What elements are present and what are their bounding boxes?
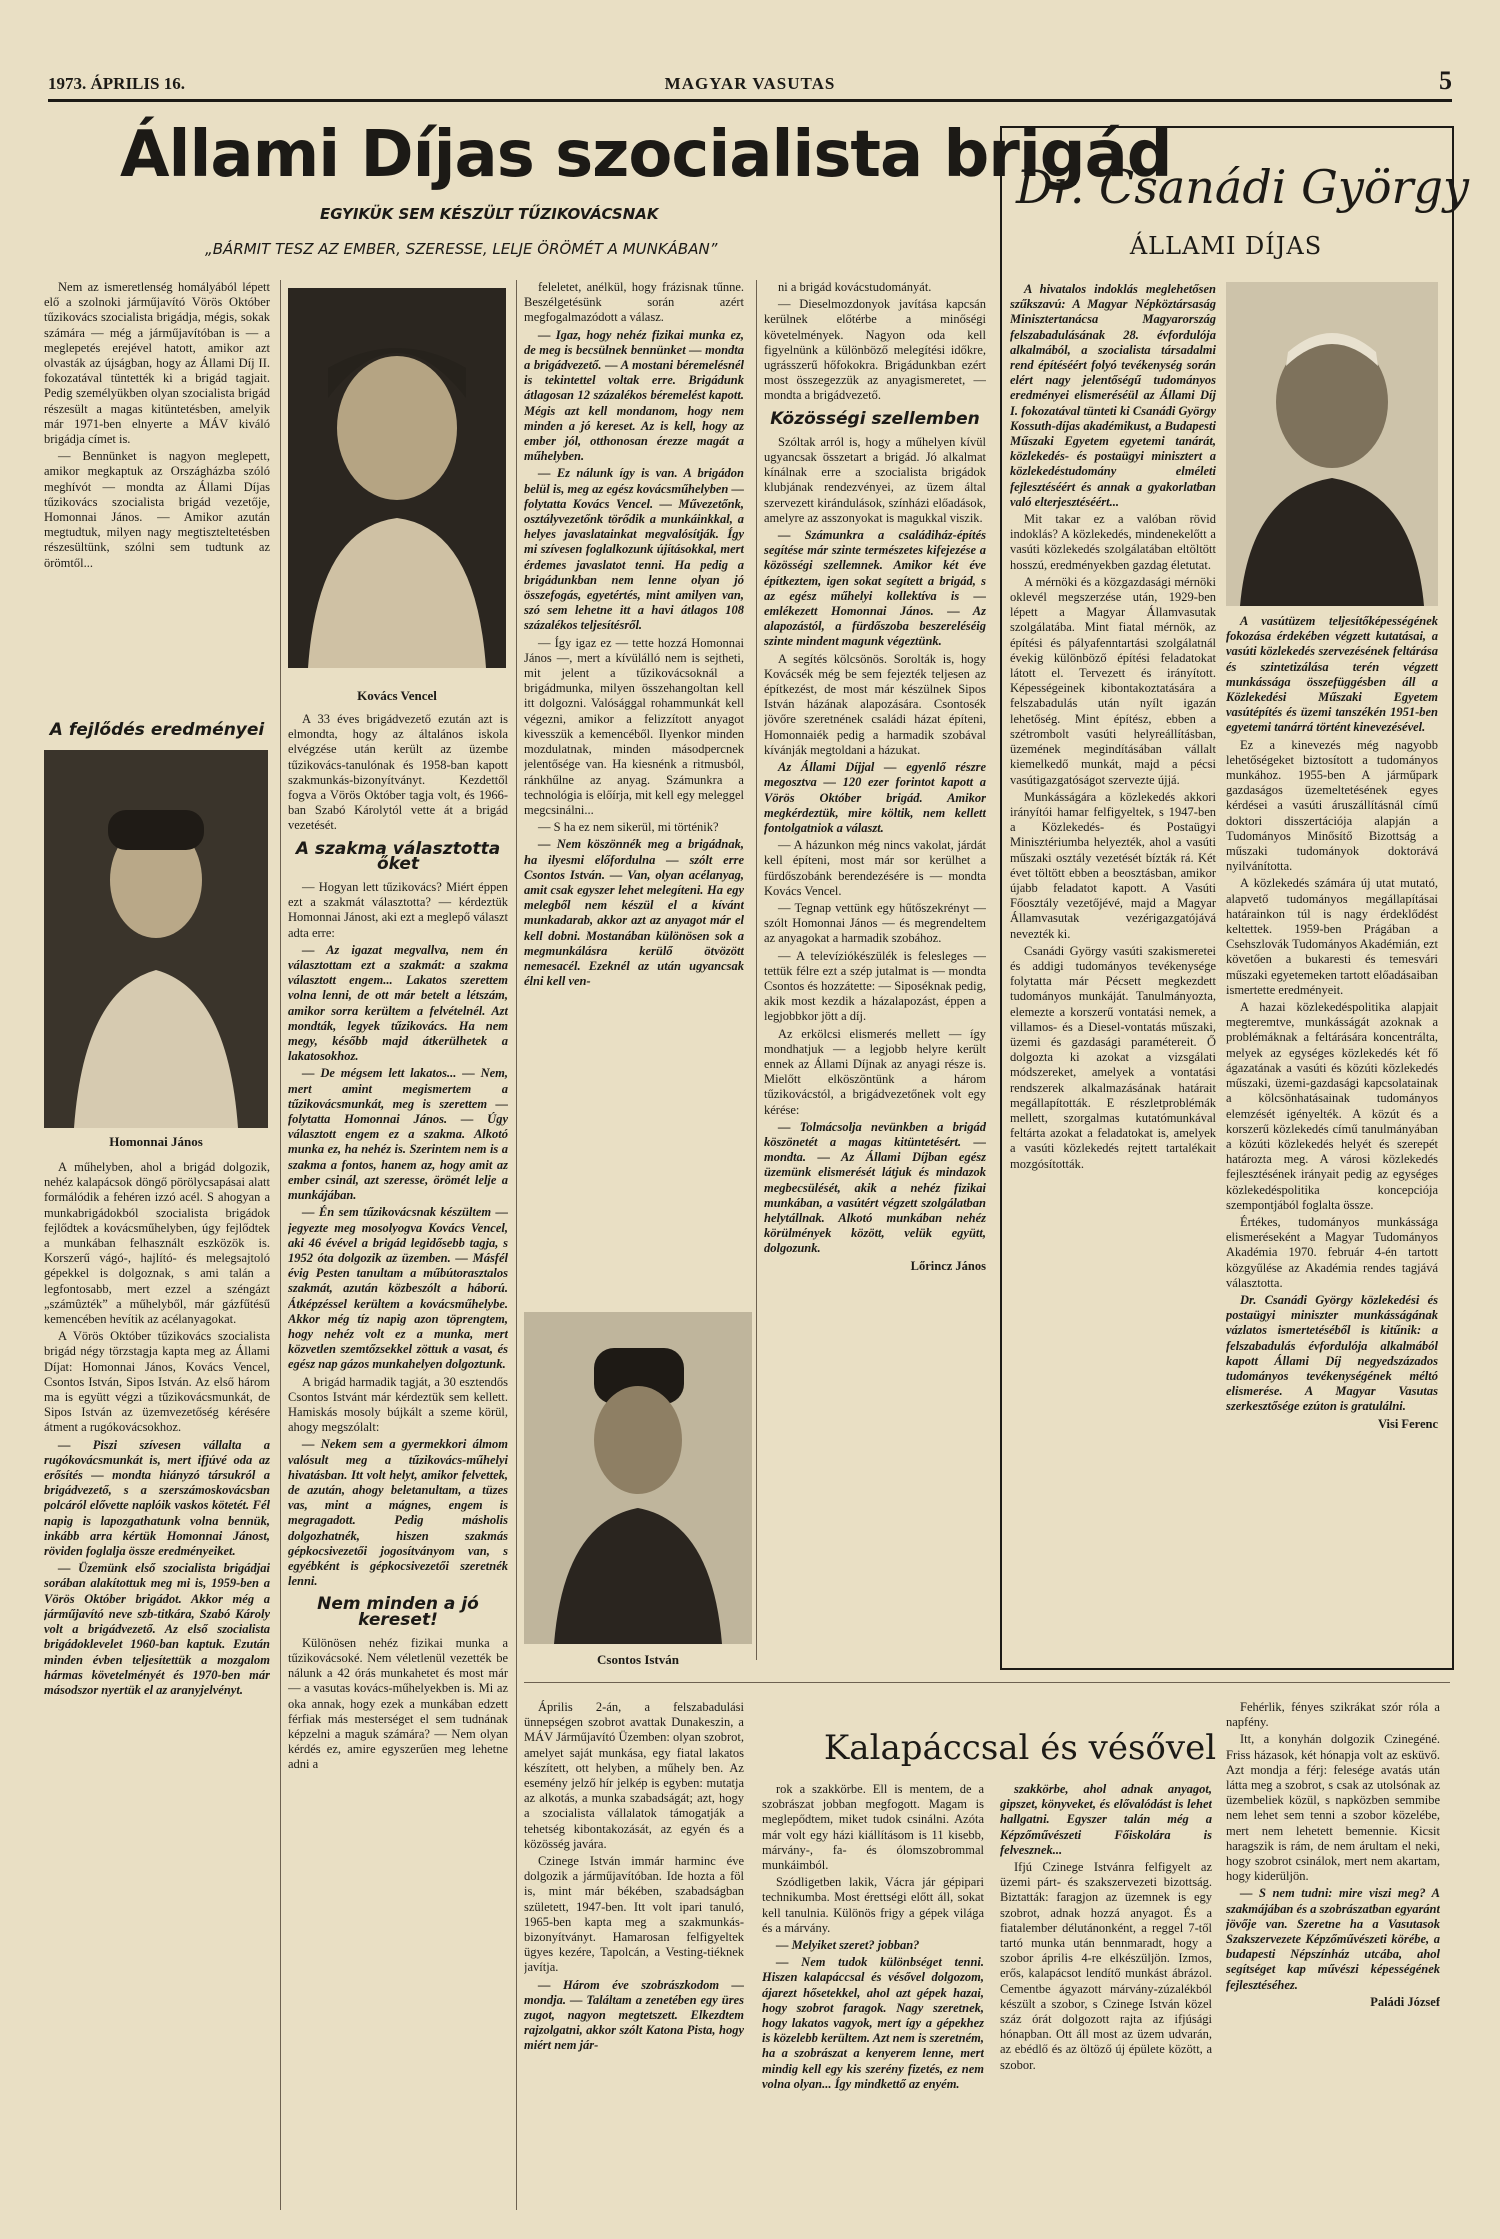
paragraph: Dr. Csanádi György közlekedési és postaügyi miniszter munkásságának vázlatos ismertetéséből is kitűnik: a felszabadulás évfordulója alkalmából kapott Állami Díj negyedszázados tudományos tevékenységének méltó elismerése. A Magyar Vasutas szerkesztősége ezúton is gratulálni. xyxy=(1226,1292,1438,1414)
intro-paragraph: Nem az ismeretlenség homályából lépett elő a szolnoki járműjavító Vörös Október tűzikovács szocialista brigádja, mégis, sokak számára — még a járműjavítóban is — a meglepetés erejével hatott, amikor azt olvasták az újságban, hogy az Állami Díj II. fokozatával tüntették ki a brigád tagjait. Pedig személyükben olyan szocialista brigád részesült a magas kitüntetésben, amelyik már 1971-ben elnyerte a MÁV kiváló brigádja címet is. xyxy=(44,280,270,447)
paragraph: Itt, a konyhán dolgozik Czinegéné. Friss házasok, két hónapja volt az esküvő. Azt mondja a férj: felesége avatás után látta meg a szobrot, s csak az utolsónak az üzembeliek közül, s napközben semmibe nem lehet sem tenni a szobor közelébe, mert nem lehetett bemennie. Kicsit haragszik is rám, de nem árultam el neki, hogy szobrot csinálok, mert nem akartam, hogy kiderüljön. xyxy=(1226,1732,1440,1884)
paragraph: — Nem tudok különbséget tenni. Hiszen kalapáccsal és vésővel dolgozom, ájarezt hősetekkel, ahol azt gépek hazai, hogy szobrot faragok. Nagy szeretnek, hogy lakatos vagyok, mert így a gépekhez is közelebb kerültem. Azt nem is szeretném, ha a szobrászat a kenyerem lenne, mert mindig kell egy kis szerény fizetés, ez nem volna olyan... Így mindkettő az enyém. xyxy=(762,1955,984,2091)
paragraph: Szódligetben lakik, Vácra jár gépipari technikumba. Most érettségi előtt áll, sokat kell tanulnia. Különös frigy a gépek világa és a márvány. xyxy=(762,1875,984,1935)
article-signature: Lőrincz János xyxy=(910,1258,986,1273)
caption-homonnai: Homonnai János xyxy=(109,1134,203,1149)
header-paper-title: MAGYAR VASUTAS xyxy=(664,74,836,93)
sidebar-name: Dr. Csanádi György xyxy=(1016,160,1469,214)
section-heading-kozossegi: Közösségi szellemben xyxy=(770,408,980,429)
paragraph: — Én sem tűzikovácsnak készültem — jegyezte meg mosolyogva Kovács Vencel, aki 46 évével a brigád legidősebb tagja, s 1952 óta dolgozik az üzemben. — Másfél évig Pesten tanultam a műbútorasztalos szakmát, azután közbeszólt a háború. Átképzéssel kerültem a kovácsműhelybe. Akkor még tíz napig azon töprengtem, hogy nehéz volt ez a munka, mert közvetlen szemtőzsekkel zöttuk a vasat, és egész nap gázos munkahelyen dolgoztunk. xyxy=(288,1205,508,1372)
paragraph: — Igaz, hogy nehéz fizikai munka ez, de meg is becsülnek bennünket — mondta a brigádvezető. — A mostani béremelésnél is tekintettel voltak erre. Brigádunk átlagosan 12 százalékos béremelést kapott. Mégis azt kell mondanom, hogy nem minden a jó kereset. Az is kell, hogy az ember jól, otthonosan érezze magát a műhelyben. xyxy=(524,327,744,464)
paragraph: A vasútüzem teljesítőképességének fokozása érdekében végzett kutatásai, a vasúti közlekedés szervezésének feltárása és szintetizálása terén végzett munkássága összefüggésben áll a Közlekedési Műszaki Egyetem vasútépítés és üzemi tanszékén 1951-ben egyetemi tanárrá történt kinevezésével. xyxy=(1226,614,1438,735)
section-heading-kereset: Nem minden a jó kereset! xyxy=(317,1594,479,1630)
header-page-number: 5 xyxy=(1439,66,1452,95)
paragraph: Különösen nehéz fizikai munka a tűzikovácsoké. Nem véletlenül vezették be nálunk a 42 órás munkahetet és most már — a vasutas kovács-műhelyekben is. Mi az oka annak, hogy ezek a munkában edzett férfiak más mesterséget el sem tudnának képzelni a maguk számára? — Nem olyan kérdés ez, amire egyszerűen meg lehetne adni a xyxy=(288,1635,508,1772)
column-divider xyxy=(280,280,281,2210)
paragraph: — Hogyan lett tűzikovács? Miért éppen ezt a szakmát választotta? — kérdeztük Homonnai Jánost, aki ezt a meglepő választ adta erre: xyxy=(288,880,508,940)
photo-csanadi xyxy=(1226,282,1438,606)
column-divider xyxy=(756,280,757,1660)
paragraph: — De mégsem lett lakatos... — Nem, mert amint megismertem a tűzikovácsmunkát, meg is szerettem — folytatta Homonnai János. — Úgy választott engem ez a szakma. Alkotó munka ez, ha nehéz is. Szerintem nem is a szakma a fontos, hanem az, hogy amit az ember csinál, azt szeresse, örömét lelje a munkájában. xyxy=(288,1066,508,1203)
header-date: 1973. ÁPRILIS 16. xyxy=(48,74,185,93)
caption-kovacs: Kovács Vencel xyxy=(357,688,437,703)
kalapacs-title: Kalapáccsal és vésővel xyxy=(823,1728,1217,1768)
paragraph: — S ha ez nem sikerül, mi történik? xyxy=(538,820,719,835)
kalapacs-column-3 xyxy=(1000,1782,1212,2212)
paragraph: — Az igazat megvallva, nem én választottam ezt a szakmát: a szakma választott engem... Lakatos szerettem volna lenni, de ott már betelt a létszám, amikor sorra kerültem a felvételnél. Azt mondták, legyek tűzikovács. Ha nem megy, később majd átkerülhetek a lakatosokhoz. xyxy=(288,942,508,1064)
article-column-4 xyxy=(764,280,986,1656)
article-column-2 xyxy=(288,712,508,2212)
paragraph: A mérnöki és a közgazdasági mérnöki oklevél megszerzése után, 1929-ben lépett a Magyar Államvasutak szolgálatába. Mint fiatal mérnök, az építési és pályafenntartási szolgálatnál évekig különböző építési feladatokat látott el. Tervezett és irányított. Képességeinek kibontakoztatására a felszabadulás után nyílt igazán lehetőség. Mint építész, ebben a szétrombolt vasúti helyreállításban, üzemének megindításában vállalt kiemelkedő munkát, majd a pécsi vasútigazgatóságot szervezte újjá. xyxy=(1010,574,1216,787)
paragraph: A hazai közlekedéspolitika alapjait megteremtve, munkásságát azoknak a problémáknak a feltárására koncentrálta, melyek az egységes közlekedés két fő ágazatának a vasúti és közúti közlekedés műszaki, üzemi-gazdasági kapcsolatainak a kölcsönhatásainak tudományos elemzését igényelték. A közút és a korszerű közlekedés című tanulmányában a közúti közlekedés helyét és szerepét határozta meg. A városi közlekedés fejlesztésének irányait pedig az egységes közlekedéspolitika koncepciója szempontjából foglalta össze. xyxy=(1226,1000,1438,1212)
article-subtitle: EGYIKÜK SEM KÉSZÜLT TŰZIKOVÁCSNAK xyxy=(320,205,659,223)
article-column-3 xyxy=(524,280,744,1310)
photo-homonnai xyxy=(44,750,268,1128)
paragraph: — Üzemünk első szocialista brigádjai sorában alakítottuk meg mi is, 1959-ben a Vörös Október brigádot. Akkor még a járműjavító neve szb-titkára, Szabó Károly volt a brigádvezető. Az első szocialista brigádoklevelet 1960-ban kaptuk. Ezután minden évben teljesítettük a mozgalom hármas követelményét és 1970-ben már másodszor nyertük el az aranyjelvényt. xyxy=(44,1561,270,1697)
paragraph: Az erkölcsi elismerés mellett — így mondhatjuk — a legjobb helyre került ennek az Állami Díjnak az anyagi része is. Mielőtt elköszöntünk a három tűzikovácstól, a brigádvezetőnek volt egy kérése: xyxy=(764,1026,986,1117)
paragraph: — Ez nálunk így is van. A brigádon belül is, meg az egész kovácsműhelyben — folytatta Kovács Vencel. — Művezetőnk, osztályvezetőnk törődik a munkáinkkal, a helyes javaslatainkat megvalósítják. Így mi szívesen foglalkozunk újításokkal, mert érdemes javaslatot tenni. Ha pedig a brigádunkban nem lenne olyan jó összefogás, egyetértés, mint amilyen van, szó sem lehetne itt a havi átlagos 108 százalékos teljesítésről. xyxy=(524,466,744,633)
paragraph: rok a szakkörbe. Ell is mentem, de a szobrászat jobban megfogott. Magam is meglepődtem, miket tudok csinálni. Azóta már volt egy házi kiállításom is 11 kisebb, márvány-, fa- és ólomszobrommal munkáimból. xyxy=(762,1782,984,1873)
paragraph: Mit takar ez a valóban rövid indoklás? A közlekedés, mindenekelőtt a vasúti közlekedés szolgálatában eltöltött hosszú, eredményekben gazdag életutat. xyxy=(1010,512,1216,572)
paragraph: Ifjú Czinege Istvánra felfigyelt az üzemi párt- és szakszervezeti bizottság. Biztatták: faragjon az üzemnek is egy szobrot, adnak hozzá anyagot. És a fiatalember délutánonként, a reggel 7-től tartó munka után bennmaradt, hogy a szobor április 4-re elkészüljön. Izmos, erős, kalapácsot lendítő munkást ábrázol. Cementbe ágyazott márvány-zúzalékból készült a szobor, s Czinege István közel száz órát dolgozott rajta az ifjúsági hónapban. Ott áll most az üzem udvarán, az ebédlő és az öltöző új épülete között, a szobor. xyxy=(1000,1860,1212,2072)
paragraph: — Így igaz ez — tette hozzá Homonnai János —, mert a kívülálló nem is sejtheti, mit jelent a tűzikovácsoknál a brigádmunka, milyen összehangoltan kell itt dolgozni. Valósággal rohammunkát kell végezni, amikor a felizzított anyagot kivesszük a kemencéből. Ilyenkor minden mozdulatnak, minden másodpercnek jelentősége van. Ha kiesnénk a ritmusból, ránkhűlne az anyag. Számunkra a technológia is előírja, mit kell egy meleggel megcsinálni... xyxy=(524,635,744,817)
paragraph: szakkörbe, ahol adnak anyagot, gipszet, könyveket, és elővalódást is lehet hallgatni. Egyszer talán még a Képzőművészeti Főiskolára is felvesznek... xyxy=(1000,1782,1212,1857)
paragraph: Az Állami Díjjal — egyenlő részre megosztva — 120 ezer forintot kapott a Vörös Október brigád. Amikor megkérdeztük, mire költik, nem kellett fontolgatniok a választ. xyxy=(764,760,986,835)
paragraph: — A házunkon még nincs vakolat, járdát kell építeni, most már sor kerülhet a fürdőszobánk berendezésére is — mondta Kovács Vencel. xyxy=(764,838,986,898)
kalapacs-column-4 xyxy=(1226,1700,1440,2212)
section-heading-szakma: A szakma választotta őket xyxy=(295,838,501,874)
paragraph: — Nekem sem a gyermekkori álmom valósult meg a tűzikovács-műhelyi hivatásban. Itt volt helyt, amikor felvettek, de azután, ahogy beletanultam, a tüzes vas, mint a mágnes, engem is megragadott. Pedig másholis dolgozhatnék, hiszen szakmás gépkocsivezetői jogosítványom van, s egyébként is gépkocsivezetői szeretnék lenni. xyxy=(288,1437,508,1589)
paragraph: — Piszi szívesen vállalta a rugókovácsmunkát is, mert ifjúvé oda az erősítés — mondta hiányzó társukról a brigádvezető, s a szerszámoskovácsban polcáról elővette naplóik vaskos kötetét. Fél napig is lapozgathatunk volna bennük, inkább arra kértük Homonnai Jánost, röviden foglalja össze eredményeiket. xyxy=(44,1437,270,1559)
header-rule xyxy=(48,99,1452,102)
section-rule xyxy=(524,1682,1450,1683)
paragraph: Csanádi György vasúti szakismeretei és addigi tudományos tevékenysége folytatta már Pécsett megkezdett tudományos munkáját. Tanulmányozta, elemezte a korszerű vontatási nemek, a villamos- és a Diesel-vontatás műszaki, üzemi és gazdasági paramétereit. Ő dolgozta ki azokat a vizsgálati módszereket, amelyek a vontatási rendszerek alkalmazásának határait megállapították. E részletproblémák mellett, szorgalmas kutatómunkával feltárta azokat a feladatokat is, amelyek a vasúti közlekedés rejtett tartalékait mozgósították. xyxy=(1010,943,1216,1171)
page-header xyxy=(48,66,1452,98)
sidebar-signature: Visi Ferenc xyxy=(1377,1416,1438,1431)
sidebar-column-1 xyxy=(1010,282,1216,1652)
paragraph: — Számunkra a családiház-építés segítése már szinte természetes kifejezése a közösségi szellemnek. Amikor két éve építkeztem, igen sokat segített a brigád, s az egész műhelyi kollektíva is — emlékezett Homonnai János. — Az alapozástól, a fürdőszoba beszereléséig szinte mindent magunk végeztünk. xyxy=(764,528,986,649)
paragraph: A brigád harmadik tagját, a 30 esztendős Csontos Istvánt már kérdeztük sem kellett. Hamiskás mosoly bújkált a szeme körül, ahogy megszólalt: xyxy=(288,1374,508,1435)
section-heading-fejlodes: A fejlődés eredményei xyxy=(49,720,265,740)
paragraph: — Tolmácsolja nevünkben a brigád köszönetét a magas kitüntetésért. — mondta. — Az Állami Díjban egész üzemünk elismerését látjuk és mindazok megbecsülését, akik a nehéz fizikai munkában, a vasútért végzett szolgálatban helytállnak. Alkotó munkában nehéz körülmények között, velük együtt, dolgozunk. xyxy=(764,1119,986,1256)
paragraph: Fehérlik, fényes szikrákat szór róla a napfény. xyxy=(1226,1700,1440,1730)
paragraph: Czinege István immár harminc éve dolgozik a járműjavítóban. Ide hozta a föl is, mint már békében, szabadságban született, 1947-ben. Itt volt ipari tanuló, 1965-ben kapta meg a szakmunkás-bizonyítványt. Hamarosan felfigyeltek ügyes kezére, Tapolcán, a Vesting-tiéknek javítja. xyxy=(524,1854,744,1975)
paragraph: — Melyiket szeret? jobban? xyxy=(776,1938,920,1953)
paragraph: — Dieselmozdonyok javítása kapcsán kerülnek előtérbe a minőségi követelmények. Nagyon oda kell figyelnünk a különböző melegítési időkre, ugrásszerű hőfokokra. Brigádunkban ezért most összegezzük az anyagismeretet, — mondta a brigádvezető. xyxy=(764,297,986,403)
paragraph: Április 2-án, a felszabadulási ünnepségen szobrot avattak Dunakeszin, a MÁV Járműjavító Üzemben: olyan szobrot, amelyet saját munkása, egy fiatal lakatos készített, ott helyben, a műhely ben. Az esemény jelző hír jelkép is egyben: mutatja az alkotás, a munka szabadságát; azt, hogy a szocialista vállalatok támogatják a tehetség kibontakozását, az egyén és a közösség javára. xyxy=(524,1700,744,1851)
paragraph: — S nem tudni: mire viszi meg? A szakmájában és a szobrászatban egyaránt jövője van. Szeretne ha a Vasutasok Szakszervezete Képzőművészeti körébe, a budapesti Népszínház utcába, ahol segítséget kap művészi képességének fejlesztéséhez. xyxy=(1226,1886,1440,1992)
article-column-1 xyxy=(44,280,270,742)
paragraph: A Vörös Október tűzikovács szocialista brigád négy törzstagja kapta meg az Állami Díjat: Homonnai János, Kovács Vencel, Csontos István, Sipos István. Az első három ma is együtt végzi a tűzikovácsmunkát, de Sipos István az üzemvezetőség kérésére átment a rugókovácsokhoz. xyxy=(44,1329,270,1435)
paragraph: Munkásságára a közlekedés akkori irányítói hamar felfigyeltek, s 1947-ben a Közlekedés- és Postaügyi Minisztériumba helyezték, ahol a vasúti műszaki osztály vezetését bízták rá. Két évet töltött ebben a beosztásban, amikor újabb feladatot kapott. A Vasúti Főosztály vezetőjévé, majd a Magyar Államvasutak vezérigazgatójává nevezték ki. xyxy=(1010,789,1216,941)
article-quote-line: „BÁRMIT TESZ AZ EMBER, SZERESSE, LELJE ÖRÖMÉT A MUNKÁBAN” xyxy=(205,240,718,258)
paragraph: feleletet, anélkül, hogy frázisnak tűnne. Beszélgetésünk során azért megfogalmazódott a válasz. xyxy=(524,280,744,325)
paragraph: ni a brigád kovácstudományát. xyxy=(778,280,932,294)
paragraph: A segítés kölcsönös. Sorolták is, hogy Kovácsék még be sem fejezték teljesen az építkezést, de most már készülnek Sipos István házának alapozására. Csontosék jövőre szeretnének családi házat építeni, Homonnaiék pedig a harmadik szobával kívánják megtoldani a házukat. xyxy=(764,651,986,757)
paragraph: A 33 éves brigádvezető ezután azt is elmondta, hogy az általános iskola elvégzése után került az üzembe tűzikovács-tanulónak és 1958-ban kapott szakmunkás-bizonyítványt. Kezdettől fogva a Vörös Október tagja volt, és 1966-ban Szabó Károlytól vette át a brigád vezetését. xyxy=(288,712,508,833)
sidebar-column-2 xyxy=(1226,614,1438,1654)
photo-csontos xyxy=(524,1312,752,1644)
article-column-1-body xyxy=(44,1160,270,2210)
paragraph: A hivatalos indoklás meglehetősen szűkszavú: A Magyar Népköztársaság Minisztertanácsa Magyarország felszabadulásának 28. évfordulója alkalmából, a szocialista társadalmi rend építéséért folyó tevékenység során elért nagy jelentőségű tudományos eredményei elismeréséül az Állami Díj I. fokozatával tünteti ki Csanádi György Kossuth-díjas akadémikust, a Budapesti Műszaki Egyetem egyetemi tanárát, közlekedés- és postaügyi minisztert a közlekedéstudomány elméleti fejlesztéséért és annak a gyakorlatban való elterjesztéséért... xyxy=(1010,282,1216,509)
kalapacs-signature: Paládi József xyxy=(1370,1994,1440,2009)
article-headline: Állami Díjas szocialista brigád xyxy=(120,118,1172,192)
caption-csontos: Csontos István xyxy=(597,1652,679,1667)
paragraph: — A televíziókészülék is felesleges — tettük félre ezt a szép jutalmat is — mondta Csontos és hozzátette: — Siposéknak pedig, akik most kezdik a házalapozást, éppen a legjobbkor jött a díj. xyxy=(764,948,986,1024)
intro-quote: — Bennünket is nagyon meglepett, amikor megkaptuk az Országházba szóló meghívót — mondta az Állami Díjas tűzikovács szocialista brigád vezetője, Homonnai János. — Amikor azután megtudtuk, milyen nagy megtiszteltetésben részesültünk, szólni sem tudtunk az örömtől... xyxy=(44,449,270,570)
paragraph: — Nem köszönnék meg a brigádnak, ha ilyesmi előfordulna — szólt erre Csontos István. — Van, olyan acélanyag, amit csak egyszer lehet melegíteni. Ha egy melegből nem készül el a kívánt munkadarab, akkor azt az anyagot már el kell dobni. Mostanában különösen sok a megmunkálásra kerülő ötvözött nemesacél. Ezeknél az után ugyancsak élni kell ven- xyxy=(524,837,744,989)
paragraph: Szóltak arról is, hogy a műhelyen kívül ugyancsak összetart a brigád. Jó alkalmat kínálnak erre a szocialista brigádok klubjának rendezvényei, az üzem által szervezett kirándulások, színházi előadások, amelyre az asszonyokat is magukkal viszik. xyxy=(764,434,986,525)
paragraph: — Három éve szobrászkodom — mondja. — Találtam a zenetében egy üres zugot, nagyon megtetszett. Elkezdtem rajzolgatni, akkor szólt Katona Pista, hogy miért nem jár- xyxy=(524,1977,744,2053)
column-divider xyxy=(516,280,517,2210)
paragraph: A közlekedés számára új utat mutató, alapvető tudományos megállapításai határainkon túl is nagy érdeklődést keltettek. 1959-ben Prágában a Csehszlovák Tudományos Akadémián, ezt követően a bukaresti és temesvári műszaki egyetemeken tartott előadásaiban ismertette eredményeit. xyxy=(1226,876,1438,997)
paragraph: — Tegnap vettünk egy hűtőszekrényt — szólt Homonnai János — és megrendeltem az anyagokat a harmadik szobához. xyxy=(764,900,986,946)
kalapacs-column-2 xyxy=(762,1782,984,2212)
paragraph: A műhelyben, ahol a brigád dolgozik, nehéz kalapácsok döngő pörölycsapásai alatt formálódik a fehéren izzó acél. S ahogyan a munkabrigádokból szocialista brigádok fejlődtek a kovácsműhelyben, úgy fejlődtek a munkában felhasznált eszközök is. Korszerű vágó-, hajlító- és melegsajtoló gépekkel is dolgoznak, s ami talán a legfontosabb, mert ezzel a széngázt „számûzték” a műhelyből, már gázfűtésű kemencében hevítik az acélanyagokat. xyxy=(44,1160,270,1327)
paragraph: Értékes, tudományos munkássága elismeréseként a Magyar Tudományos Akadémia 1970. február 4-én tartott közgyűlése az Akadémia rendes tagjává választotta. xyxy=(1226,1214,1438,1290)
photo-kovacs xyxy=(288,288,506,668)
kalapacs-column-1 xyxy=(524,1700,744,2210)
paragraph: Ez a kinevezés még nagyobb lehetőségeket biztosított a tudományos munkához. 1955-ben A járműpark gazdaságos üzemeltetésének egyes kérdései a vasúti áruszállításnál című doktori disszertációja alapján a Tudományos Minősítő Bizottság a műszaki tudományok doktorává nyilvánította. xyxy=(1226,737,1438,874)
sidebar-title: ÁLLAMI DÍJAS xyxy=(1129,232,1323,260)
